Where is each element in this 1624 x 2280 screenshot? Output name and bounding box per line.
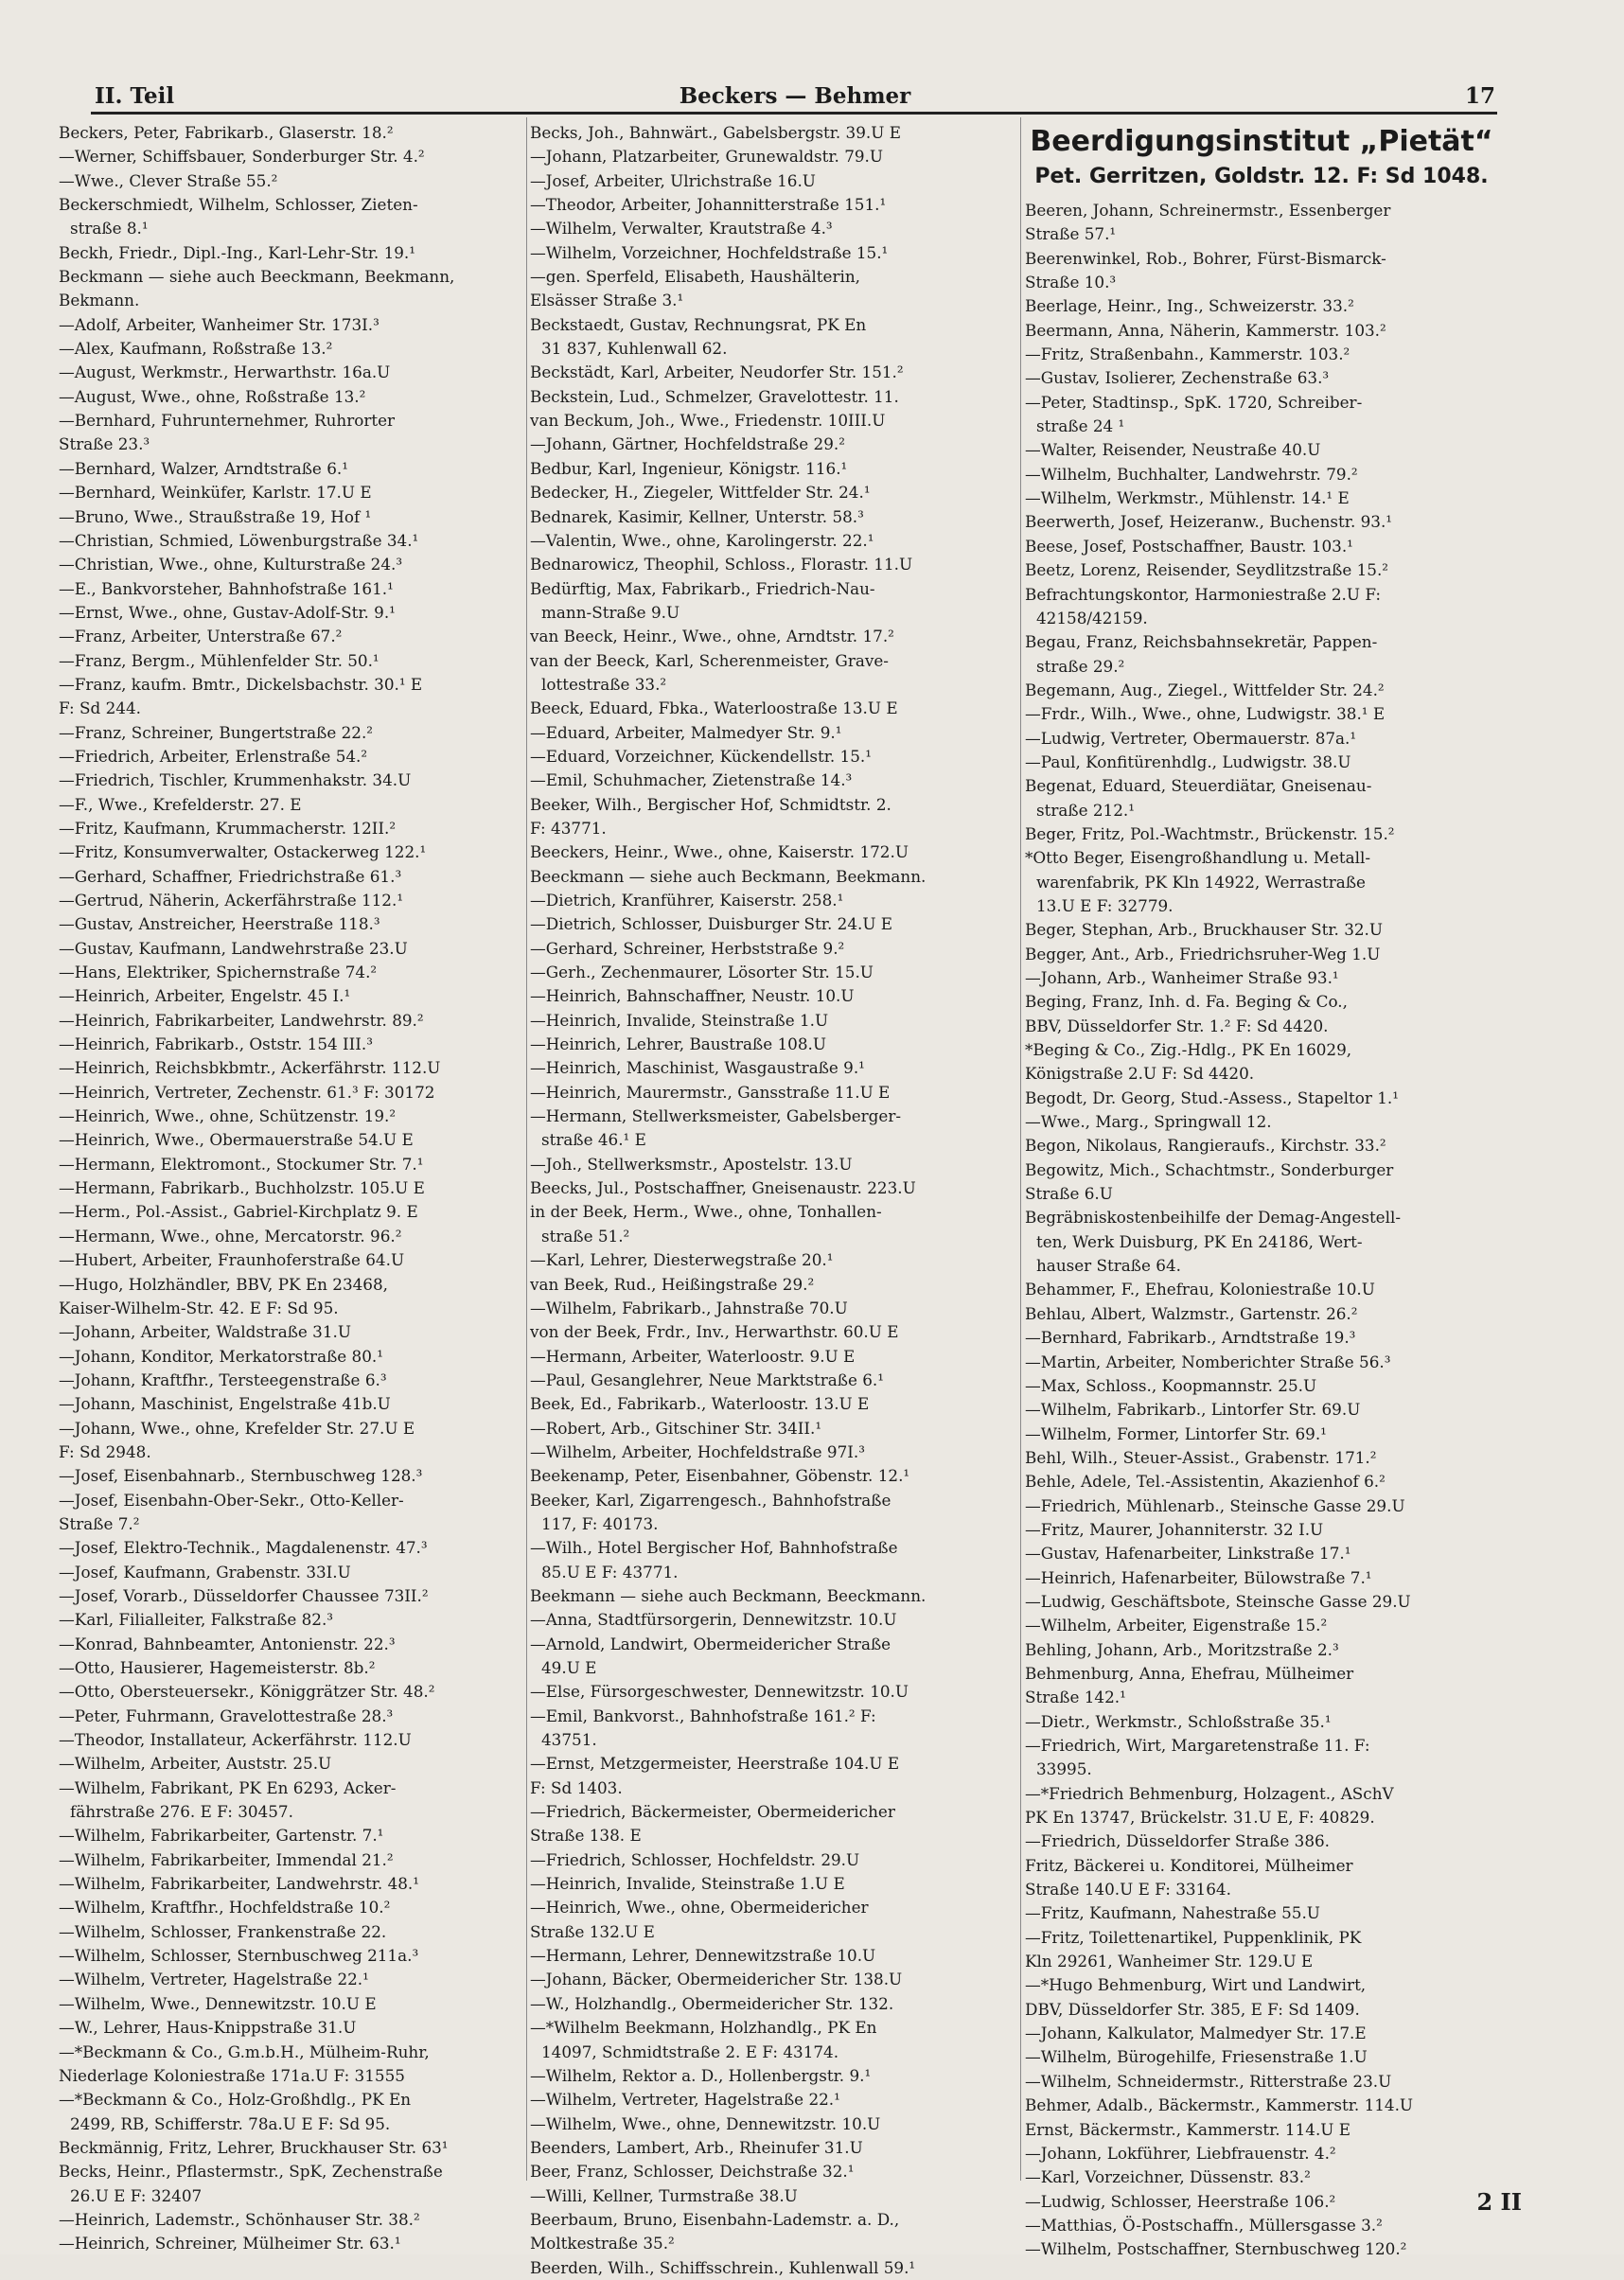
- directory-entry: —Heinrich, Reichsbkbmtr., Ackerfährstr. 112.U: [59, 1058, 441, 1078]
- directory-entry: —Heinrich, Bahnschaffner, Neustr. 10.U: [530, 986, 855, 1006]
- directory-entry: —Johann, Bäcker, Obermeidericher Str. 138.U: [530, 1970, 903, 1989]
- directory-entry: —Wilhelm, Verwalter, Krautstraße 4.³: [530, 219, 833, 239]
- directory-entry: —Heinrich, Vertreter, Zechenstr. 61.³ F: 30172: [59, 1082, 435, 1102]
- directory-entry: —Wilhelm, Schlosser, Frankenstraße 22.: [59, 1921, 387, 1941]
- directory-entry: —Johann, Konditor, Merkatorstraße 80.¹: [59, 1346, 383, 1366]
- directory-entry: Bedecker, H., Ziegeler, Wittfelder Str. 24.¹: [530, 483, 871, 503]
- advertisement: [1025, 121, 1498, 191]
- directory-entry: —Josef, Eisenbahnarb., Sternbuschweg 128.³: [59, 1466, 423, 1486]
- directory-entry: —Johann, Arb., Wanheimer Straße 93.¹: [1025, 968, 1339, 987]
- directory-entry: —Otto, Hausierer, Hagemeisterstr. 8b.²: [59, 1658, 376, 1677]
- directory-entry: —Friedrich, Wirt, Margaretenstraße 11. F:: [1025, 1736, 1370, 1755]
- directory-entry: 42158/42159.: [1036, 608, 1148, 627]
- directory-entry: —Eduard, Arbeiter, Malmedyer Str. 9.¹: [530, 722, 842, 742]
- directory-entry: lottestraße 33.²: [541, 674, 667, 694]
- ad-address: Pet. Gerritzen, Goldstr. 12. F: Sd 1048.: [1034, 165, 1489, 188]
- directory-entry: Begodt, Dr. Georg, Stud.-Assess., Stapeltor 1.¹: [1025, 1087, 1399, 1107]
- directory-entry: Behling, Johann, Arb., Moritzstraße 2.³: [1025, 1639, 1339, 1659]
- directory-entry: —Johann, Kalkulator, Malmedyer Str. 17.E: [1025, 2024, 1367, 2043]
- directory-entry: Elsässer Straße 3.¹: [530, 291, 684, 310]
- directory-entry: —Ludwig, Vertreter, Obermauerstr. 87a.¹: [1025, 728, 1357, 748]
- directory-entry: —Josef, Vorarb., Düsseldorfer Chaussee 73II.²: [59, 1585, 429, 1605]
- directory-entry: fährstraße 276. E F: 30457.: [70, 1802, 293, 1822]
- directory-entry: —Theodor, Arbeiter, Johannitterstraße 151.¹: [530, 195, 887, 215]
- header-rule: [91, 112, 1497, 115]
- directory-entry: Beeker, Wilh., Bergischer Hof, Schmidtstr. 2.: [530, 794, 891, 814]
- directory-entry: Kln 29261, Wanheimer Str. 129.U E: [1025, 1952, 1314, 1971]
- directory-entry: —Ernst, Wwe., ohne, Gustav-Adolf-Str. 9.¹: [59, 602, 396, 622]
- directory-entry: hauser Straße 64.: [1036, 1256, 1181, 1276]
- directory-entry: Beeker, Karl, Zigarrengesch., Bahnhofstraße: [530, 1490, 891, 1510]
- directory-entry: Kaiser-Wilhelm-Str. 42. E F: Sd 95.: [59, 1298, 339, 1317]
- directory-entry: Beckh, Friedr., Dipl.-Ing., Karl-Lehr-Str. 19.¹: [59, 242, 415, 262]
- directory-entry: —Wwe., Marg., Springwall 12.: [1025, 1112, 1272, 1132]
- directory-entry: —Frdr., Wilh., Wwe., ohne, Ludwigstr. 38.¹ E: [1025, 704, 1386, 724]
- directory-entry: Beerbaum, Bruno, Eisenbahn-Lademstr. a. D.,: [530, 2209, 900, 2229]
- directory-entry: —Wilhelm, Fabrikarbeiter, Immendal 21.²: [59, 1849, 394, 1869]
- directory-entry: Behammer, F., Ehefrau, Koloniestraße 10.U: [1025, 1280, 1375, 1299]
- directory-entry: Behle, Adele, Tel.-Assistentin, Akazienhof 6.²: [1025, 1472, 1386, 1492]
- directory-entry: —*Beckmann & Co., Holz-Großhdlg., PK En: [59, 2090, 412, 2110]
- directory-entry: —Fritz, Kaufmann, Nahestraße 55.U: [1025, 1903, 1320, 1923]
- directory-entry: —Peter, Fuhrmann, Gravelottestraße 28.³: [59, 1706, 394, 1725]
- directory-entry: —Friedrich, Mühlenarb., Steinsche Gasse 29.U: [1025, 1495, 1405, 1515]
- directory-entry: —Anna, Stadtfürsorgerin, Dennewitzstr. 10.U: [530, 1610, 897, 1630]
- directory-entry: —Wilhelm, Fabrikarb., Lintorfer Str. 69.U: [1025, 1400, 1361, 1420]
- directory-entry: Beerden, Wilh., Schiffsschrein., Kuhlenwall 59.¹: [530, 2257, 916, 2277]
- directory-entry: Beese, Josef, Postschaffner, Baustr. 103.¹: [1025, 536, 1353, 556]
- directory-entry: —Martin, Arbeiter, Nomberichter Straße 56.³: [1025, 1352, 1391, 1371]
- directory-entry: —Wilhelm, Buchhalter, Landwehrstr. 79.²: [1025, 464, 1358, 484]
- directory-entry: *Beging & Co., Zig.-Hdlg., PK En 16029,: [1025, 1040, 1352, 1060]
- directory-entry: —Max, Schloss., Koopmannstr. 25.U: [1025, 1375, 1317, 1395]
- directory-entry: —Wilhelm, Fabrikarbeiter, Landwehrstr. 48.¹: [59, 1874, 419, 1894]
- directory-entry: Becks, Heinr., Pflastermstr., SpK, Zechenstraße: [59, 2162, 443, 2182]
- directory-entry: —Valentin, Wwe., ohne, Karolingerstr. 22.¹: [530, 530, 874, 550]
- page-number: 17: [1464, 83, 1495, 109]
- directory-entry: —Wilhelm, Vertreter, Hagelstraße 22.¹: [530, 2090, 840, 2110]
- directory-entry: Beeck, Eduard, Fbka., Waterloostraße 13.U E: [530, 698, 898, 718]
- directory-entry: 31 837, Kuhlenwall 62.: [541, 339, 728, 359]
- directory-entry: Bednarek, Kasimir, Kellner, Unterstr. 58.³: [530, 506, 864, 526]
- directory-entry: —Gustav, Isolierer, Zechenstraße 63.³: [1025, 368, 1330, 388]
- directory-entry: Beermann, Anna, Näherin, Kammerstr. 103.²: [1025, 320, 1386, 340]
- directory-entry: —Friedrich, Schlosser, Hochfeldstr. 29.U: [530, 1849, 860, 1869]
- directory-entry: —*Hugo Behmenburg, Wirt und Landwirt,: [1025, 1975, 1367, 1995]
- directory-entry: —Johann, Platzarbeiter, Grunewaldstr. 79.U: [530, 147, 884, 167]
- directory-entry: straße 212.¹: [1036, 800, 1135, 820]
- directory-entry: —Hermann, Wwe., ohne, Mercatorstr. 96.²: [59, 1226, 402, 1246]
- directory-entry: PK En 13747, Brückelstr. 31.U E, F: 40829.: [1025, 1808, 1375, 1828]
- page-header: [95, 83, 1495, 115]
- directory-entry: Beckstaedt, Gustav, Rechnungsrat, PK En: [530, 314, 867, 334]
- directory-entry: —Franz, Schreiner, Bungertstraße 22.²: [59, 722, 374, 742]
- directory-entry: Fritz, Bäckerei u. Konditorei, Mülheimer: [1025, 1855, 1353, 1875]
- directory-entry: Straße 132.U E: [530, 1921, 655, 1941]
- directory-entry: Beger, Fritz, Pol.-Wachtmstr., Brückenstr. 15.²: [1025, 823, 1395, 843]
- directory-entry: —Arnold, Landwirt, Obermeidericher Straße: [530, 1634, 891, 1653]
- directory-entry: —Fritz, Konsumverwalter, Ostackerweg 122.¹: [59, 842, 427, 862]
- directory-entry: —Heinrich, Fabrikarbeiter, Landwehrstr. 89.²: [59, 1010, 424, 1030]
- directory-entry: —Hubert, Arbeiter, Fraunhoferstraße 64.U: [59, 1250, 405, 1270]
- directory-entry: F: Sd 2948.: [59, 1441, 151, 1461]
- directory-entry: —W., Lehrer, Haus-Knippstraße 31.U: [59, 2018, 357, 2038]
- directory-entry: —Willi, Kellner, Turmstraße 38.U: [530, 2185, 798, 2205]
- directory-entry: Ernst, Bäckermstr., Kammerstr. 114.U E: [1025, 2119, 1351, 2139]
- directory-entry: Behlau, Albert, Walzmstr., Gartenstr. 26.²: [1025, 1303, 1358, 1323]
- directory-entry: —Wilhelm, Kraftfhr., Hochfeldstraße 10.²: [59, 1898, 391, 1918]
- directory-entry: 117, F: 40173.: [541, 1513, 659, 1533]
- name-range: Beckers — Behmer: [679, 83, 911, 109]
- directory-entry: van Beeck, Heinr., Wwe., ohne, Arndtstr. 17.²: [530, 627, 894, 646]
- column-1: [59, 121, 532, 2256]
- directory-entry: —Gustav, Kaufmann, Landwehrstraße 23.U: [59, 938, 408, 958]
- directory-entry: —Heinrich, Wwe., ohne, Schützenstr. 19.²: [59, 1106, 397, 1126]
- directory-entry: von der Beek, Frdr., Inv., Herwarthstr. 60.U E: [530, 1322, 899, 1342]
- directory-entry: Beeckers, Heinr., Wwe., ohne, Kaiserstr. 172.U: [530, 842, 909, 862]
- directory-entry: —Hermann, Fabrikarb., Buchholzstr. 105.U E: [59, 1178, 425, 1198]
- directory-entry: —Heinrich, Wwe., Obermauerstraße 54.U E: [59, 1130, 414, 1150]
- directory-entry: 2499, RB, Schifferstr. 78a.U E F: Sd 95.: [70, 2113, 391, 2133]
- directory-entry: Begowitz, Mich., Schachtmstr., Sonderburger: [1025, 1159, 1394, 1179]
- directory-entry: van Beek, Rud., Heißingstraße 29.²: [530, 1274, 815, 1294]
- directory-entry: —Friedrich, Bäckermeister, Obermeidericher: [530, 1802, 895, 1822]
- directory-entry: —Franz, kaufm. Bmtr., Dickelsbachstr. 30.¹ E: [59, 674, 423, 694]
- directory-entry: Beckers, Peter, Fabrikarb., Glaserstr. 18.²: [59, 123, 394, 142]
- directory-entry: Bednarowicz, Theophil, Schloss., Florastr. 11.U: [530, 555, 913, 574]
- directory-entry: Beckstein, Lud., Schmelzer, Gravelottestr. 11.: [530, 386, 899, 406]
- directory-entry: —Paul, Gesanglehrer, Neue Marktstraße 6.¹: [530, 1370, 884, 1389]
- directory-entry: —Johann, Lokführer, Liebfrauenstr. 4.²: [1025, 2143, 1336, 2163]
- directory-entry: Becks, Joh., Bahnwärt., Gabelsbergstr. 39.U E: [530, 123, 901, 142]
- directory-entry: —Wilhelm, Schlosser, Sternbuschweg 211a.³: [59, 1946, 419, 1966]
- directory-entry: —Fritz, Kaufmann, Krummacherstr. 12II.²: [59, 818, 397, 838]
- directory-entry: —Dietrich, Schlosser, Duisburger Str. 24.U E: [530, 914, 893, 934]
- directory-entry: —Gertrud, Näherin, Ackerfährstraße 112.¹: [59, 891, 404, 910]
- directory-entry: 13.U E F: 32779.: [1036, 895, 1174, 915]
- directory-entry: —Ludwig, Geschäftsbote, Steinsche Gasse 29.U: [1025, 1591, 1411, 1611]
- directory-entry: —Heinrich, Wwe., ohne, Obermeidericher: [530, 1898, 869, 1918]
- directory-entry: —Johann, Wwe., ohne, Krefelder Str. 27.U E: [59, 1418, 415, 1438]
- column-3: [1025, 121, 1498, 2262]
- directory-entry: —Bernhard, Fabrikarb., Arndtstraße 19.³: [1025, 1328, 1356, 1348]
- directory-entry: Straße 142.¹: [1025, 1688, 1126, 1707]
- directory-entry: —Adolf, Arbeiter, Wanheimer Str. 173I.³: [59, 314, 380, 334]
- directory-entry: 49.U E: [541, 1658, 597, 1677]
- directory-entry: —Karl, Filialleiter, Falkstraße 82.³: [59, 1610, 333, 1630]
- directory-entry: F: 43771.: [530, 818, 607, 838]
- directory-entry: van Beckum, Joh., Wwe., Friedenstr. 10III.U: [530, 411, 886, 431]
- directory-entry: —Wilhelm, Former, Lintorfer Str. 69.¹: [1025, 1423, 1327, 1443]
- directory-entry: —Gerhard, Schaffner, Friedrichstraße 61.³: [59, 866, 402, 886]
- directory-entry: —Else, Fürsorgeschwester, Dennewitzstr. 10.U: [530, 1682, 909, 1702]
- directory-entry: —*Friedrich Behmenburg, Holzagent., ASchV: [1025, 1783, 1394, 1803]
- directory-entry: Niederlage Koloniestraße 171a.U F: 31555: [59, 2065, 405, 2085]
- directory-entry: —Bruno, Wwe., Straußstraße 19, Hof ¹: [59, 506, 372, 526]
- directory-entry: —Wilhelm, Arbeiter, Auststr. 25.U: [59, 1754, 332, 1774]
- directory-entry: —Christian, Schmied, Löwenburgstraße 34.¹: [59, 530, 419, 550]
- directory-entry: —Wilhelm, Fabrikarbeiter, Gartenstr. 7.¹: [59, 1826, 384, 1846]
- directory-entry: —Fritz, Toilettenartikel, Puppenklinik, PK: [1025, 1927, 1362, 1947]
- directory-entry: —Ernst, Metzgermeister, Heerstraße 104.U E: [530, 1754, 900, 1774]
- directory-entry: —Karl, Vorzeichner, Düssenstr. 83.²: [1025, 2167, 1311, 2187]
- directory-entry: Befrachtungskontor, Harmoniestraße 2.U F:: [1025, 584, 1382, 604]
- directory-entry: Begger, Ant., Arb., Friedrichsruher-Weg 1.U: [1025, 944, 1381, 963]
- directory-entry: —Gerh., Zechenmaurer, Lösorter Str. 15.U: [530, 963, 874, 982]
- directory-entry: Beekmann — siehe auch Beckmann, Beeckmann.: [530, 1585, 927, 1605]
- directory-entry: —Gustav, Anstreicher, Heerstraße 118.³: [59, 914, 380, 934]
- directory-entry: ten, Werk Duisburg, PK En 24186, Wert-: [1036, 1231, 1363, 1251]
- directory-entry: —Emil, Bankvorst., Bahnhofstraße 161.² F:: [530, 1706, 876, 1725]
- directory-entry: Behl, Wilh., Steuer-Assist., Grabenstr. 171.²: [1025, 1447, 1377, 1467]
- directory-entry: —Wilhelm, Wwe., Dennewitzstr. 10.U E: [59, 1993, 377, 2013]
- directory-entry: Begemann, Aug., Ziegel., Wittfelder Str. 24.²: [1025, 680, 1385, 699]
- directory-entry: —Dietrich, Kranführer, Kaiserstr. 258.¹: [530, 891, 844, 910]
- directory-entry: —August, Wwe., ohne, Roßstraße 13.²: [59, 386, 366, 406]
- directory-entry: Beerwerth, Josef, Heizeranw., Buchenstr. 93.¹: [1025, 512, 1393, 532]
- directory-entry: F: Sd 1403.: [530, 1777, 623, 1797]
- directory-entry: —Peter, Stadtinsp., SpK. 1720, Schreiber-: [1025, 392, 1363, 412]
- directory-entry: 43751.: [541, 1730, 597, 1750]
- directory-entry: —Gerhard, Schreiner, Herbststraße 9.²: [530, 938, 845, 958]
- directory-entry: Straße 57.¹: [1025, 224, 1117, 244]
- directory-entry: Königstraße 2.U F: Sd 4420.: [1025, 1064, 1255, 1084]
- directory-entry: Straße 10.³: [1025, 273, 1117, 292]
- directory-entry: straße 46.¹ E: [541, 1130, 646, 1150]
- directory-entry: —Wilhelm, Arbeiter, Hochfeldstraße 97I.³: [530, 1441, 865, 1461]
- directory-entry: Bekmann.: [59, 291, 140, 310]
- ad-title: Beerdigungsinstitut „Pietät“: [1030, 125, 1493, 158]
- directory-entry: Beckstädt, Karl, Arbeiter, Neudorfer Str. 151.²: [530, 362, 904, 382]
- directory-entry: Beecks, Jul., Postschaffner, Gneisenaustr. 223.U: [530, 1178, 916, 1198]
- directory-entry: —Josef, Eisenbahn-Ober-Sekr., Otto-Keller-: [59, 1490, 404, 1510]
- directory-entry: —Heinrich, Fabrikarb., Oststr. 154 III.³: [59, 1034, 373, 1054]
- directory-entry: —Heinrich, Maurermstr., Gansstraße 11.U E: [530, 1082, 891, 1102]
- directory-entry: Straße 6.U: [1025, 1184, 1113, 1204]
- directory-entry: Bedürftig, Max, Fabrikarb., Friedrich-Nau-: [530, 578, 875, 598]
- directory-entry: *Otto Beger, Eisengroßhandlung u. Metall-: [1025, 848, 1371, 868]
- directory-entry: —Josef, Kaufmann, Grabenstr. 33I.U: [59, 1562, 351, 1582]
- directory-entry: Straße 140.U E F: 33164.: [1025, 1880, 1231, 1900]
- directory-entry: —Franz, Bergm., Mühlenfelder Str. 50.¹: [59, 650, 380, 670]
- directory-entry: —Wilhelm, Werkmstr., Mühlenstr. 14.¹ E: [1025, 488, 1350, 508]
- directory-entry: straße 51.²: [541, 1226, 630, 1246]
- directory-entry: warenfabrik, PK Kln 14922, Werrastraße: [1036, 872, 1366, 892]
- directory-entry: Begon, Nikolaus, Rangieraufs., Kirchstr. 33.²: [1025, 1136, 1386, 1156]
- directory-entry: —F., Wwe., Krefelderstr. 27. E: [59, 794, 302, 814]
- directory-entry: —Bernhard, Fuhrunternehmer, Ruhrorter: [59, 411, 396, 431]
- directory-entry: Beger, Stephan, Arb., Bruckhauser Str. 32.U: [1025, 920, 1384, 940]
- directory-entry: —Hermann, Arbeiter, Waterloostr. 9.U E: [530, 1346, 856, 1366]
- directory-entry: Beckmann — siehe auch Beeckmann, Beekmann,: [59, 267, 455, 287]
- directory-entry: Beer, Franz, Schlosser, Deichstraße 32.¹: [530, 2162, 855, 2182]
- directory-entry: —Heinrich, Hafenarbeiter, Bülowstraße 7.¹: [1025, 1567, 1372, 1587]
- directory-entry: —Bernhard, Walzer, Arndtstraße 6.¹: [59, 458, 348, 478]
- directory-entry: F: Sd 244.: [59, 698, 141, 718]
- directory-entry: —Josef, Elektro-Technik., Magdalenenstr. 47.³: [59, 1538, 428, 1558]
- directory-entry: Beekenamp, Peter, Eisenbahner, Göbenstr. 12.¹: [530, 1466, 910, 1486]
- directory-entry: Straße 7.²: [59, 1513, 140, 1533]
- directory-entry: in der Beek, Herm., Wwe., ohne, Tonhallen-: [530, 1202, 882, 1222]
- directory-entry: —Wilhelm, Vertreter, Hagelstraße 22.¹: [59, 1970, 369, 1989]
- directory-entry: —*Wilhelm Beekmann, Holzhandlg., PK En: [530, 2018, 877, 2038]
- directory-entry: —Friedrich, Arbeiter, Erlenstraße 54.²: [59, 746, 368, 766]
- part-label: II. Teil: [95, 83, 175, 109]
- directory-entry: —Heinrich, Lademstr., Schönhauser Str. 38.²: [59, 2209, 420, 2229]
- directory-entry: —August, Werkmstr., Herwarthstr. 16a.U: [59, 362, 391, 382]
- directory-entry: —Bernhard, Weinküfer, Karlstr. 17.U E: [59, 483, 372, 503]
- directory-entry: —Alex, Kaufmann, Roßstraße 13.²: [59, 339, 333, 359]
- directory-entry: Beek, Ed., Fabrikarb., Waterloostr. 13.U E: [530, 1394, 870, 1414]
- directory-entry: —Fritz, Straßenbahn., Kammerstr. 103.²: [1025, 345, 1350, 364]
- directory-entry: Behmer, Adalb., Bäckermstr., Kammerstr. 114.U: [1025, 2095, 1414, 2115]
- directory-entry: —Heinrich, Lehrer, Baustraße 108.U: [530, 1034, 826, 1054]
- directory-entry: —Heinrich, Invalide, Steinstraße 1.U: [530, 1010, 829, 1030]
- directory-entry: —*Beckmann & Co., G.m.b.H., Mülheim-Ruhr,: [59, 2041, 430, 2061]
- directory-entry: —Walter, Reisender, Neustraße 40.U: [1025, 440, 1321, 460]
- directory-entry: Behmenburg, Anna, Ehefrau, Mülheimer: [1025, 1663, 1354, 1683]
- directory-entry: —Wilhelm, Wwe., ohne, Dennewitzstr. 10.U: [530, 2113, 881, 2133]
- directory-entry: —Emil, Schuhmacher, Zietenstraße 14.³: [530, 770, 853, 790]
- directory-entry: —Wilhelm, Fabrikant, PK En 6293, Acker-: [59, 1777, 397, 1797]
- directory-entry: 85.U E F: 43771.: [541, 1562, 679, 1582]
- directory-entry: van der Beeck, Karl, Scherenmeister, Grave-: [530, 650, 889, 670]
- directory-entry: Moltkestraße 35.²: [530, 2234, 675, 2253]
- directory-entry: —Heinrich, Arbeiter, Engelstr. 45 I.¹: [59, 986, 351, 1006]
- directory-entry: —Wilhelm, Fabrikarb., Jahnstraße 70.U: [530, 1298, 848, 1317]
- directory-entry: —Franz, Arbeiter, Unterstraße 67.²: [59, 627, 343, 646]
- directory-entry: straße 29.²: [1036, 656, 1125, 676]
- directory-entry: —Christian, Wwe., ohne, Kulturstraße 24.³: [59, 555, 403, 574]
- directory-entry: —Josef, Arbeiter, Ulrichstraße 16.U: [530, 170, 816, 190]
- directory-entry: —Wilhelm, Schneidermstr., Ritterstraße 23.U: [1025, 2071, 1392, 2091]
- column-divider: [1020, 117, 1021, 2181]
- directory-entry: Begräbniskostenbeihilfe der Demag-Angestell-: [1025, 1208, 1402, 1228]
- directory-entry: DBV, Düsseldorfer Str. 385, E F: Sd 1409.: [1025, 1999, 1360, 2019]
- directory-entry: —W., Holzhandlg., Obermeidericher Str. 132.: [530, 1993, 894, 2013]
- directory-entry: —Eduard, Vorzeichner, Kückendellstr. 15.¹: [530, 746, 872, 766]
- directory-entry: straße 24 ¹: [1036, 416, 1125, 436]
- directory-entry: Straße 23.³: [59, 434, 150, 454]
- signature-mark: 2 II: [1476, 2188, 1522, 2216]
- directory-entry: 26.U E F: 32407: [70, 2185, 203, 2205]
- directory-entry: —Hermann, Elektromont., Stockumer Str. 7.¹: [59, 1154, 424, 1174]
- directory-entry: —Gustav, Hafenarbeiter, Linkstraße 17.¹: [1025, 1544, 1351, 1564]
- directory-entry: Beckmännig, Fritz, Lehrer, Bruckhauser Str. 63¹: [59, 2137, 449, 2157]
- directory-entry: —Heinrich, Schreiner, Mülheimer Str. 63.¹: [59, 2234, 401, 2253]
- directory-entry: —Ludwig, Schlosser, Heerstraße 106.²: [1025, 2191, 1336, 2211]
- directory-entry: —Karl, Lehrer, Diesterwegstraße 20.¹: [530, 1250, 834, 1270]
- directory-entry: —Hugo, Holzhändler, BBV, PK En 23468,: [59, 1274, 388, 1294]
- directory-entry: —Werner, Schiffsbauer, Sonderburger Str. 4.²: [59, 147, 425, 167]
- directory-entry: Beerenwinkel, Rob., Bohrer, Fürst-Bismarck-: [1025, 248, 1386, 268]
- directory-entry: —Wilhelm, Rektor a. D., Hollenbergstr. 9.¹: [530, 2065, 872, 2085]
- directory-entry: —E., Bankvorsteher, Bahnhofstraße 161.¹: [59, 578, 394, 598]
- directory-entry: —Heinrich, Invalide, Steinstraße 1.U E: [530, 1874, 845, 1894]
- directory-entry: mann-Straße 9.U: [541, 602, 680, 622]
- directory-entry: —Wilhelm, Arbeiter, Eigenstraße 15.²: [1025, 1616, 1328, 1635]
- directory-entry: Beetz, Lorenz, Reisender, Seydlitzstraße 15.²: [1025, 560, 1389, 580]
- directory-entry: Beeren, Johann, Schreinermstr., Essenberger: [1025, 201, 1391, 220]
- directory-entry: —Konrad, Bahnbeamter, Antonienstr. 22.³: [59, 1634, 396, 1653]
- directory-entry: —Johann, Maschinist, Engelstraße 41b.U: [59, 1394, 391, 1414]
- directory-entry: —Matthias, Ö-Postschaffn., Müllersgasse 3.²: [1025, 2215, 1383, 2235]
- directory-entry: —Theodor, Installateur, Ackerfährstr. 112.U: [59, 1730, 412, 1750]
- directory-entry: 33995.: [1036, 1759, 1092, 1779]
- directory-entry: —Friedrich, Tischler, Krummenhakstr. 34.U: [59, 770, 412, 790]
- column-2: [530, 121, 1003, 2280]
- directory-entry: —Hermann, Stellwerksmeister, Gabelsberger-: [530, 1106, 902, 1126]
- directory-entry: —Dietr., Werkmstr., Schloßstraße 35.¹: [1025, 1711, 1332, 1731]
- directory-entry: Bedbur, Karl, Ingenieur, Königstr. 116.¹: [530, 458, 848, 478]
- directory-entry: Beckerschmiedt, Wilhelm, Schlosser, Zieten-: [59, 195, 418, 215]
- directory-entry: —Wilh., Hotel Bergischer Hof, Bahnhofstraße: [530, 1538, 898, 1558]
- directory-entry: —Robert, Arb., Gitschiner Str. 34II.¹: [530, 1418, 822, 1438]
- directory-entry: —Johann, Arbeiter, Waldstraße 31.U: [59, 1322, 352, 1342]
- directory-entry: Straße 138. E: [530, 1826, 642, 1846]
- directory-entry: Beenders, Lambert, Arb., Rheinufer 31.U: [530, 2137, 863, 2157]
- directory-entry: —Johann, Kraftfhr., Tersteegenstraße 6.³: [59, 1370, 387, 1389]
- directory-entry: —Johann, Gärtner, Hochfeldstraße 29.²: [530, 434, 845, 454]
- directory-entry: —Wwe., Clever Straße 55.²: [59, 170, 278, 190]
- directory-entry: —Wilhelm, Bürogehilfe, Friesenstraße 1.U: [1025, 2047, 1368, 2067]
- directory-entry: —Wilhelm, Postschaffner, Sternbuschweg 120.²: [1025, 2239, 1407, 2259]
- directory-entry: —Herm., Pol.-Assist., Gabriel-Kirchplatz 9. E: [59, 1202, 418, 1222]
- directory-entry: —Paul, Konfitürenhdlg., Ludwigstr. 38.U: [1025, 751, 1351, 771]
- directory-entry: —Joh., Stellwerksmstr., Apostelstr. 13.U: [530, 1154, 853, 1174]
- directory-entry: straße 8.¹: [70, 219, 149, 239]
- directory-entry: BBV, Düsseldorfer Str. 1.² F: Sd 4420.: [1025, 1016, 1329, 1035]
- directory-entry: —Heinrich, Maschinist, Wasgaustraße 9.¹: [530, 1058, 865, 1078]
- directory-entry: Beeckmann — siehe auch Beckmann, Beekmann.: [530, 866, 927, 886]
- directory-entry: —Hans, Elektriker, Spichernstraße 74.²: [59, 963, 378, 982]
- directory-entry: 14097, Schmidtstraße 2. E F: 43174.: [541, 2041, 839, 2061]
- directory-entry: —Wilhelm, Vorzeichner, Hochfeldstraße 15.¹: [530, 242, 889, 262]
- directory-entry: —Friedrich, Düsseldorfer Straße 386.: [1025, 1831, 1331, 1851]
- directory-entry: Beging, Franz, Inh. d. Fa. Beging & Co.,: [1025, 992, 1348, 1012]
- directory-entry: Begenat, Eduard, Steuerdiätar, Gneisenau-: [1025, 776, 1372, 796]
- directory-entry: —Fritz, Maurer, Johanniterstr. 32 I.U: [1025, 1519, 1324, 1539]
- directory-entry: Begau, Franz, Reichsbahnsekretär, Pappen-: [1025, 632, 1378, 652]
- directory-entry: —gen. Sperfeld, Elisabeth, Haushälterin,: [530, 267, 860, 287]
- directory-entry: Beerlage, Heinr., Ing., Schweizerstr. 33.²: [1025, 296, 1354, 316]
- directory-entry: —Hermann, Lehrer, Dennewitzstraße 10.U: [530, 1946, 876, 1966]
- directory-entry: —Otto, Obersteuersekr., Königgrätzer Str. 48.²: [59, 1682, 435, 1702]
